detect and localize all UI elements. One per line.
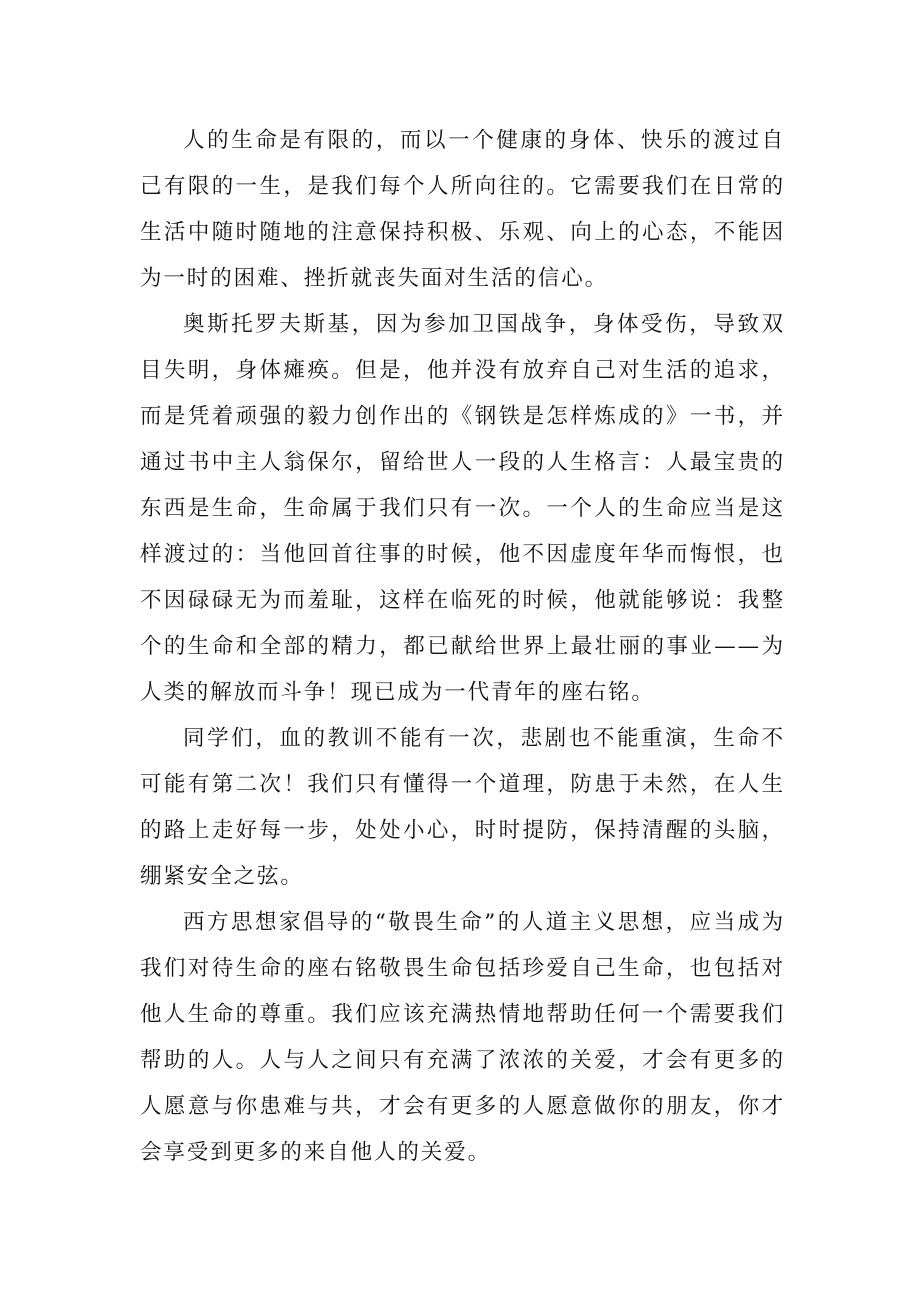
paragraph-2: 奥斯托罗夫斯基，因为参加卫国战争，身体受伤，导致双目失明，身体瘫痪。但是，他并没有放弃自己对生活的追求，而是凭着顽强的毅力创作出的《钢铁是怎样炼成的》一书，并通过书中主人翁保尔，留给世人一段的人生格言：人最宝贵的东西是生命，生命属于我们只有一次。一个人的生命应当是这样渡过的：当他回首往事的时候，他不因虚度年华而悔恨，也不因碌碌无为而羞耻，这样在临死的时候，他就能够说：我整个的生命和全部的精力，都已献给世界上最壮丽的事业——为人类的解放而斗争！现已成为一代青年的座右铭。 bbox=[140, 312, 785, 705]
paragraph-3: 同学们，血的教训不能有一次，悲剧也不能重演，生命不可能有第二次！我们只有懂得一个道理，防患于未然，在人生的路上走好每一步，处处小心，时时提防，保持清醒的头脑，绷紧安全之弦。 bbox=[140, 726, 785, 889]
document-body bbox=[140, 118, 785, 1176]
paragraph-1: 人的生命是有限的，而以一个健康的身体、快乐的渡过自己有限的一生，是我们每个人所向往的。它需要我们在日常的生活中随时随地的注意保持积极、乐观、向上的心态，不能因为一时的困难、挫折就丧失面对生活的信心。 bbox=[140, 128, 785, 291]
paragraph-4: 西方思想家倡导的“敬畏生命”的人道主义思想，应当成为我们对待生命的座右铭敬畏生命包括珍爱自己生命，也包括对他人生命的尊重。我们应该充满热情地帮助任何一个需要我们帮助的人。人与人之间只有充满了浓浓的关爱，才会有更多的人愿意与你患难与共，才会有更多的人愿意做你的朋友，你才会享受到更多的来自他人的关爱。 bbox=[140, 910, 785, 1165]
